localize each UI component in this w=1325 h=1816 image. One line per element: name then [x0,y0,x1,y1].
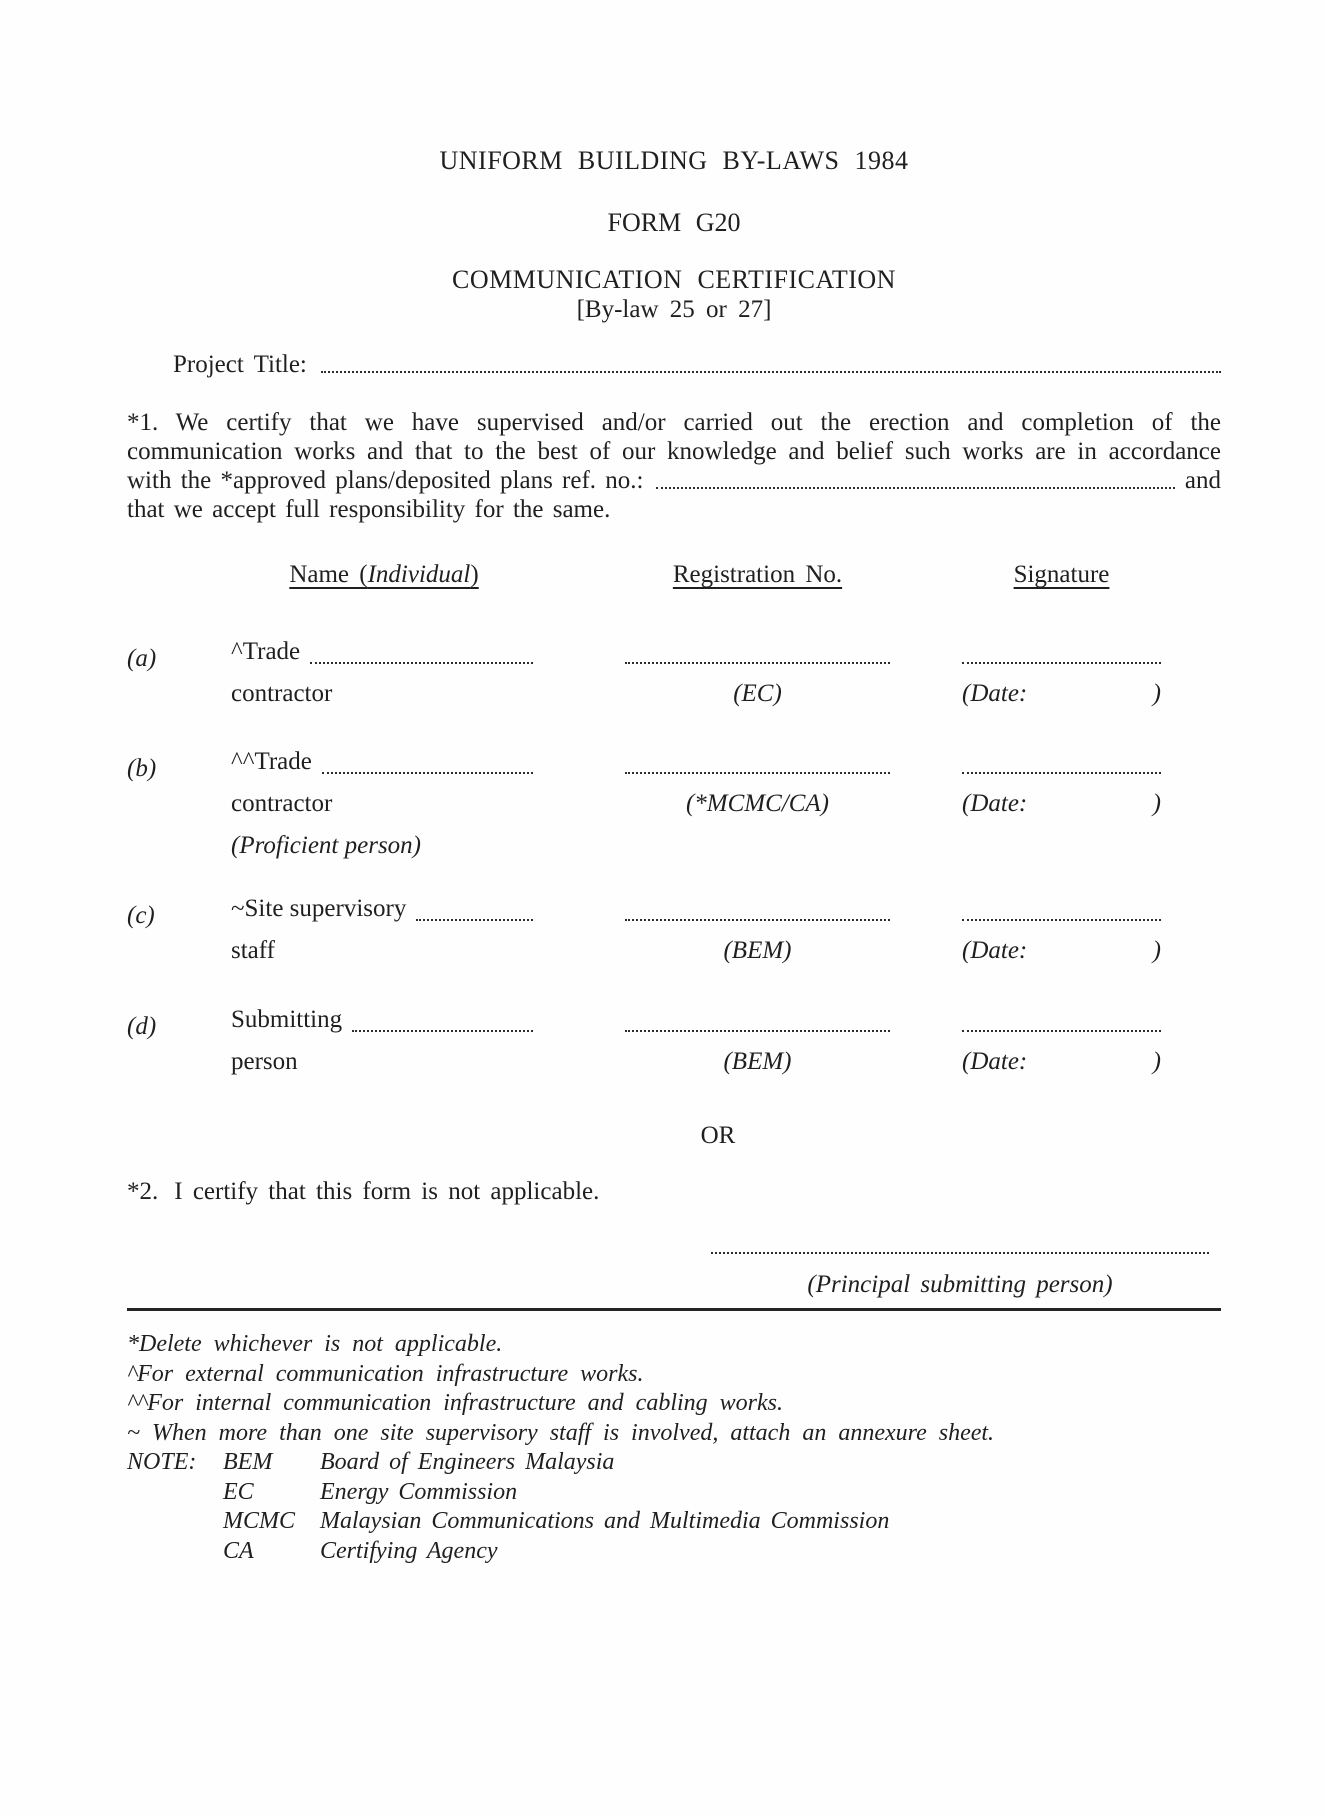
table-row-d [127,999,1221,1083]
footnote-annexure: ~ When more than one site supervisory staff is involved, attach an annexure sheet. [127,1419,995,1446]
table-row-a [127,631,1221,715]
row-name-text-2: contractor [231,790,333,817]
name-blank[interactable] [352,1030,533,1032]
date-close-paren: ) [1152,790,1161,817]
footnotes [127,1330,1221,1448]
project-title-blank[interactable] [321,371,1221,373]
footnote-divider [127,1308,1221,1311]
clause-2-number: *2. [127,1178,159,1205]
ref-no-blank[interactable] [656,487,1175,489]
date-label: (Date: [962,1048,1028,1075]
row-label: (b) [127,755,157,782]
note-abbr: CA [223,1537,254,1564]
note-meaning: Malaysian Communications and Multimedia Commission [320,1508,890,1534]
registration-caption: (EC) [733,680,782,707]
or-divider: OR [700,1122,736,1149]
note-meaning: Board of Engineers Malaysia [320,1449,615,1475]
column-header-signature: Signature [1013,561,1110,588]
footnote-delete: *Delete whichever is not applicable. [127,1331,503,1357]
form-number: FORM G20 [607,208,741,237]
footnote-external: ^For external communication infrastructure works. [127,1360,644,1387]
note-row [127,1537,1221,1567]
signature-blank[interactable] [962,772,1161,774]
registration-blank[interactable] [625,1030,890,1032]
note-abbr: BEM [223,1449,273,1475]
footnote-internal: ^^For internal communication infrastructure and cabling works. [127,1390,783,1416]
note-abbr: MCMC [223,1508,295,1534]
row-name-text: ^^Trade [231,748,312,775]
row-name-text: ~Site supervisory [231,895,407,922]
name-blank[interactable] [310,662,533,664]
column-header-registration: Registration No. [672,561,843,588]
principal-signature-blank[interactable] [711,1252,1209,1254]
clause-2 [127,1177,1221,1207]
table-header-row [127,560,1221,590]
row-name-text: Submitting [231,1006,343,1033]
date-label: (Date: [962,937,1028,964]
proficient-person-caption: (Proficient person) [231,832,422,859]
row-name-text: ^Trade [231,638,301,665]
note-row [127,1448,1221,1478]
note-block [127,1448,1221,1566]
clause-2-text: I certify that this form is not applicable. [174,1178,600,1205]
signature-blank[interactable] [962,919,1161,921]
project-title-label: Project Title: [173,351,307,378]
row-name-text-2: staff [231,937,275,964]
clause-1-line-1: *1. We certify that we have supervised and/or carried out the erection and completion of the [127,409,1221,436]
column-header-name [231,560,537,590]
note-label: NOTE: [127,1449,197,1475]
project-title-row [127,350,1221,380]
date-close-paren: ) [1152,937,1161,964]
row-name-text-2: person [231,1048,298,1075]
note-row [127,1478,1221,1508]
table-row-c [127,888,1221,972]
signature-blank[interactable] [962,662,1161,664]
name-header-individual: Individual [367,561,471,588]
registration-caption: (*MCMC/CA) [685,790,830,817]
clause-1-line-3-tail: and [1184,467,1221,494]
note-meaning: Certifying Agency [320,1537,498,1564]
registration-blank[interactable] [625,662,890,664]
name-header-post: ) [470,561,479,588]
date-label: (Date: [962,790,1028,817]
row-name-text-2: contractor [231,680,333,707]
ref-no-label: with the *approved plans/deposited plans ref. no.: [127,467,644,494]
date-close-paren: ) [1152,680,1161,707]
row-label: (d) [127,1013,157,1040]
registration-blank[interactable] [625,772,890,774]
note-row [127,1507,1221,1537]
clause-1-line-4: that we accept full responsibility for the same. [127,496,611,523]
name-header-pre: Name ( [289,561,368,588]
certification-title: COMMUNICATION CERTIFICATION [452,265,896,294]
act-title: UNIFORM BUILDING BY-LAWS 1984 [439,146,909,175]
date-label: (Date: [962,680,1028,707]
signature-blank[interactable] [962,1030,1161,1032]
row-label: (c) [127,902,155,929]
note-abbr: EC [223,1478,254,1505]
clause-1-line-2: communication works and that to the best of our knowledge and belief such works are in accordance [127,438,1221,465]
clause-1-line-3 [127,466,1221,495]
principal-caption: (Principal submitting person) [807,1271,1113,1298]
name-blank[interactable] [322,772,533,774]
name-blank[interactable] [416,919,533,921]
note-meaning: Energy Commission [320,1478,518,1505]
registration-caption: (BEM) [723,1048,792,1075]
registration-blank[interactable] [625,919,890,921]
row-label: (a) [127,645,157,672]
bylaw-reference: [By-law 25 or 27] [576,296,772,323]
date-close-paren: ) [1152,1048,1161,1075]
table-row-b [127,741,1221,867]
registration-caption: (BEM) [723,937,792,964]
clause-1 [127,408,1221,524]
